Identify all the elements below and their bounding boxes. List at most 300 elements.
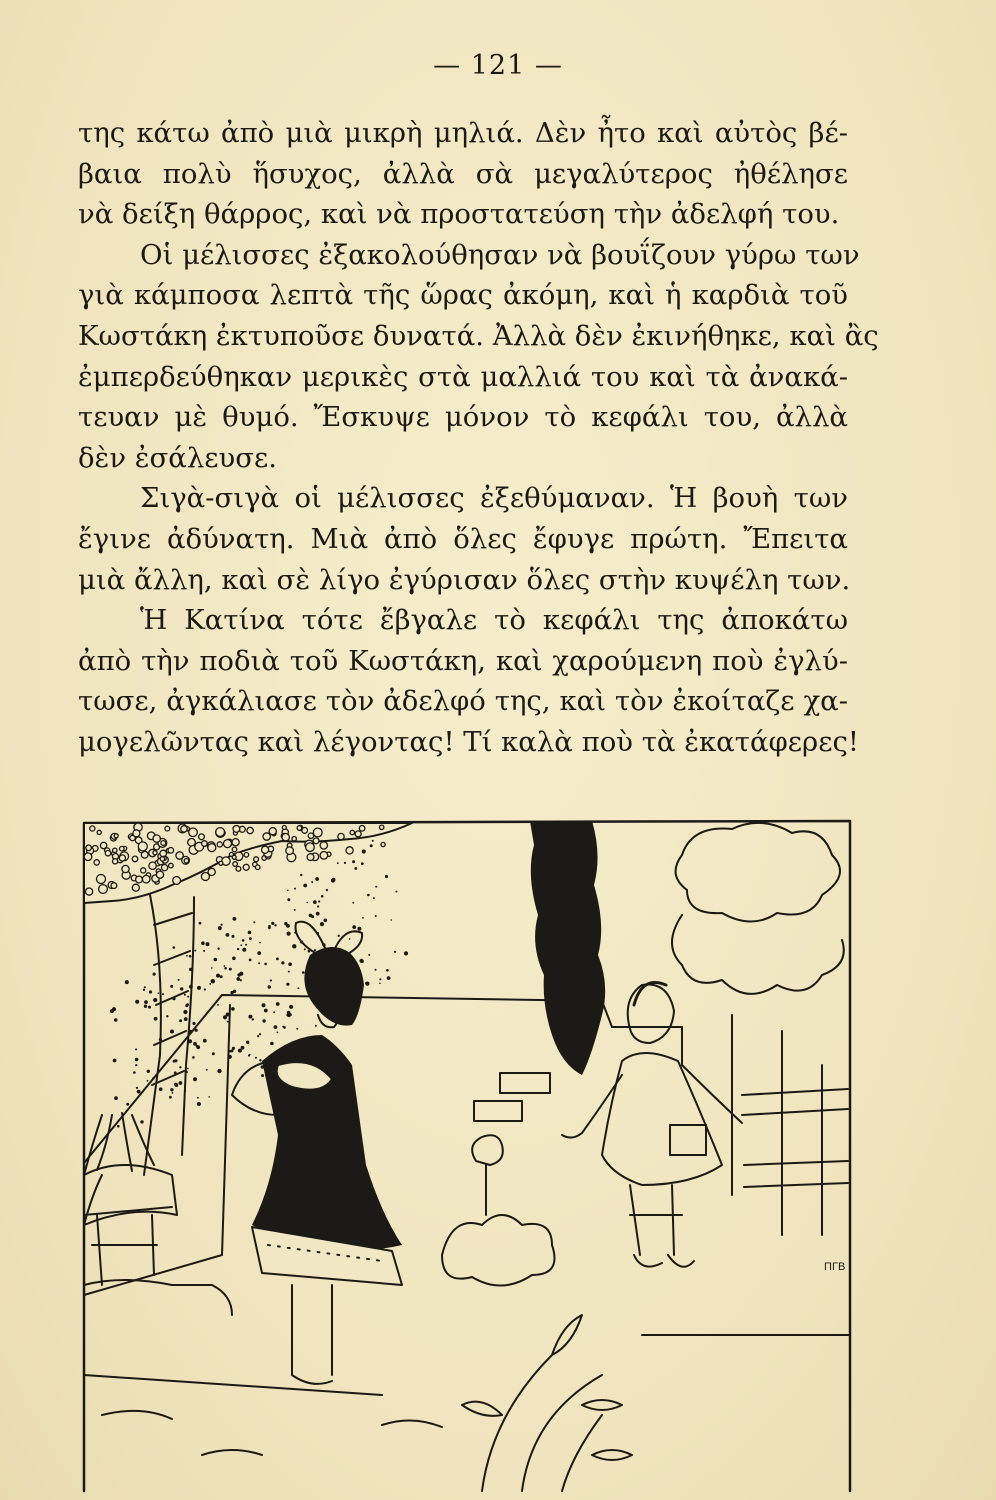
foliage-berry [181, 826, 187, 832]
bee-dot [179, 1066, 181, 1068]
bee-dot [255, 1057, 257, 1059]
bee-dot [144, 1000, 148, 1004]
foliage-berry [262, 846, 269, 853]
foliage-berry [201, 873, 209, 881]
foliage-berry [161, 841, 166, 846]
foliage-berry [282, 826, 286, 830]
bee-dot [137, 1090, 141, 1094]
bee-dot [249, 959, 252, 962]
bee-dot [246, 1041, 249, 1044]
foliage-berry [232, 839, 239, 846]
bee-dot [338, 935, 340, 937]
foliage-berry [94, 860, 99, 865]
bee-dot [287, 932, 291, 936]
bee-dot [286, 983, 289, 986]
cypress-tree [530, 821, 605, 1075]
bee-dot [178, 979, 180, 981]
bee-dot [229, 968, 232, 971]
bee-dot [297, 987, 299, 989]
foliage-berry [355, 831, 361, 837]
bee-dot [228, 1055, 232, 1059]
bee-dot [153, 973, 156, 976]
foliage-berry [320, 852, 328, 860]
bee-dot [221, 924, 223, 926]
bee-dot [237, 948, 239, 950]
bee-dot [233, 917, 237, 921]
text-line: ἀπὸ τὴν ποδιὰ τοῦ Κωστάκη, καὶ χαρούμενη ποὺ ἐγλύ- [78, 644, 848, 677]
foliage-berry [244, 853, 249, 858]
foliage-berry [380, 825, 384, 829]
bee-dot [173, 946, 176, 949]
bee-dot [170, 1088, 173, 1091]
foliage-berry [320, 842, 327, 849]
bee-dot [242, 948, 246, 952]
bee-dot [316, 912, 320, 916]
foliage-berry [156, 871, 163, 878]
foliage-berry [243, 864, 249, 870]
bee-dot [195, 1029, 198, 1032]
foliage-berry [236, 866, 241, 871]
foliage-berry [84, 853, 92, 861]
bee-dot [349, 938, 351, 940]
bee-dot [276, 958, 279, 961]
bee-dot [365, 982, 367, 984]
bee-dot [240, 979, 242, 981]
foliage-berry [313, 828, 322, 837]
bee-dot [257, 1035, 259, 1037]
bee-dot [248, 1015, 252, 1019]
foliage-berry [149, 862, 156, 869]
foliage-berry [142, 875, 150, 883]
bee-dot [357, 927, 361, 931]
bee-dot [193, 1077, 197, 1081]
bee-dot [135, 1000, 139, 1004]
bee-dot [188, 1030, 192, 1034]
foliage-berry [338, 833, 344, 839]
text-line: της κάτω ἀπὸ μιὰ μικρὴ μηλιά. Δὲν ἦτο καὶ αὐτὸς βέ- [78, 117, 848, 149]
bee-dot [270, 979, 272, 981]
bee-dot [379, 983, 381, 985]
text-line: γιὰ κάμποσα λεπτὰ τῆς ὥρας ἀκόμη, καὶ ἡ καρδιὰ τοῦ [78, 279, 848, 312]
text-line: Οἱ μέλισσες ἐξακολούθησαν νὰ βουΐζουν γύρω των [140, 238, 860, 271]
bee-dot [208, 1096, 210, 1098]
text-line: νὰ δείξη θάρρος, καὶ νὰ προστατεύση τὴν ἀδελφή του. [78, 198, 840, 231]
bee-dot [226, 933, 230, 937]
bee-dot [332, 878, 336, 882]
bee-dot [154, 1017, 158, 1021]
bee-dot [189, 985, 193, 989]
bee-dot [257, 951, 261, 955]
foliage-berry [169, 863, 174, 868]
bee-dot [264, 963, 267, 966]
bee-dot [372, 840, 374, 842]
bee-dot [373, 897, 375, 899]
foliage-berry [306, 843, 315, 852]
text-line: δὲν ἐσάλευσε. [78, 441, 278, 474]
foliage-berry [199, 834, 205, 840]
bee-dot [159, 1087, 163, 1091]
bee-dot [354, 867, 357, 870]
foliage-berry [138, 842, 147, 851]
bee-dot [277, 1032, 279, 1034]
bee-dot [144, 986, 146, 988]
bee-dot [259, 942, 261, 944]
bee-dot [189, 968, 192, 971]
foliage-berry [232, 855, 236, 859]
foliage-berry [141, 868, 146, 873]
bee-dot [192, 1056, 195, 1059]
foliage-berry [153, 851, 157, 855]
foliage-berry [255, 865, 260, 870]
bee-dot [362, 917, 364, 919]
bee-dot [203, 1039, 207, 1043]
bee-dot [197, 1097, 199, 1099]
bee-dot [233, 990, 236, 993]
bee-dot [259, 1033, 261, 1035]
bee-dot [148, 1006, 151, 1009]
bee-dot [169, 1096, 172, 1099]
bee-dot [179, 1019, 182, 1022]
bee-dot [196, 1045, 200, 1049]
bee-dot [375, 886, 377, 888]
text-line: Σιγὰ-σιγὰ οἱ μέλισσες ἐξεθύμαναν. Ἡ βουὴ των [140, 482, 848, 515]
foliage-berry [282, 834, 289, 841]
bee-dot [209, 983, 211, 985]
foliage-berry [184, 859, 188, 863]
text-line: μιὰ ἄλλη, καὶ σὲ λίγο ἐγύρισαν ὅλες στὴν κυψέλη των. [78, 563, 851, 596]
foliage-berry [219, 861, 223, 865]
bee-dot [309, 914, 313, 918]
bee-dot [370, 844, 373, 847]
bee-dot [188, 1039, 192, 1043]
text-line: Ἡ Κατίνα τότε ἔβγαλε τὸ κεφάλι της ἀποκάτω [140, 604, 848, 637]
foliage-berry [359, 826, 365, 832]
bee-dot [283, 1026, 286, 1029]
bee-dot [284, 922, 287, 925]
foliage-berry [216, 828, 225, 837]
bee-dot [303, 884, 307, 888]
bee-dot [203, 950, 205, 952]
ground [84, 1335, 850, 1395]
bee-dot [375, 915, 377, 917]
bee-dot [262, 1019, 265, 1022]
bee-dot [149, 990, 152, 993]
bee-dot [114, 1096, 118, 1100]
bee-dot [217, 948, 219, 950]
foliage-berry [136, 876, 143, 883]
foliage-berry [168, 848, 174, 854]
bee-dot [232, 935, 235, 938]
bee-dot [259, 1059, 261, 1061]
foliage-berry [132, 856, 138, 862]
tree-trunk [144, 895, 194, 1175]
bee-dot [199, 922, 202, 925]
bee-dot [396, 891, 398, 893]
foliage-berry [307, 854, 314, 861]
illustrator-signature: ΠΓΒ [824, 1261, 846, 1273]
foliage-berry [173, 877, 181, 885]
bee-dot [294, 888, 296, 890]
text-line: βαια πολὺ ἥσυχος, ἀλλὰ σὰ μεγαλύτερος ἠθέλησε [78, 157, 848, 190]
bee-dot [133, 1071, 136, 1074]
foliage-berry [86, 845, 92, 851]
bee-dot [204, 988, 206, 990]
foreground-plant [462, 1315, 632, 1491]
text-line: τωσε, ἀγκάλιασε τὸν ἀδελφό της, καὶ τὸν ἐκοίταζε χα- [78, 685, 848, 718]
bee-dot [248, 931, 252, 935]
bee-dot [317, 905, 319, 907]
bee-dot [258, 962, 260, 964]
bee-dot [224, 965, 226, 967]
bee-dot [236, 977, 240, 981]
bee-dot [184, 1017, 188, 1021]
bee-dot [189, 955, 192, 958]
bee-dot [281, 961, 284, 964]
bee-dot [289, 1005, 293, 1009]
bee-dot [174, 1059, 177, 1062]
bee-dot [184, 994, 186, 996]
bee-dot [252, 1018, 254, 1020]
bee-dot [287, 898, 290, 901]
girl-katina [232, 922, 402, 1384]
bee-dot [288, 962, 292, 966]
foliage-berry [132, 884, 139, 891]
bee-dot [362, 849, 366, 853]
bee-dot [172, 1092, 174, 1094]
bee-dot [296, 1028, 298, 1030]
bee-dot [387, 976, 391, 980]
bee-dot [152, 1077, 154, 1079]
bee-dot [231, 1007, 235, 1011]
bee-dot [211, 967, 213, 969]
bee-dot [313, 900, 317, 904]
bee-dot [179, 1081, 183, 1085]
bee-dot [394, 951, 396, 953]
bee-dot [192, 1022, 195, 1025]
flower-bush [442, 1135, 555, 1285]
bee-dot [201, 941, 205, 945]
bee-dot [180, 987, 183, 990]
foliage-berry [232, 847, 237, 852]
bee-dot [238, 1049, 242, 1053]
foliage-berry [120, 846, 125, 851]
bee-dot [197, 1102, 201, 1106]
foliage-berry [153, 835, 160, 842]
foliage-berry [86, 888, 93, 895]
bee-dot [147, 1070, 150, 1073]
foliage-berry [99, 885, 108, 894]
bee-dot [368, 954, 370, 956]
bee-dot [232, 957, 236, 961]
foliage-berry [162, 865, 168, 871]
bee-dot [158, 992, 160, 994]
bee-dot [227, 1021, 229, 1023]
bee-dot [185, 1071, 188, 1074]
bee-dot [217, 1069, 221, 1073]
foliage-berry [381, 842, 385, 846]
bee-dot [186, 1003, 189, 1006]
foliage-berry [114, 834, 118, 838]
foliage-berry [286, 847, 294, 855]
bee-dot [375, 969, 377, 971]
foliage-berry [165, 826, 170, 831]
foliage-berry [111, 883, 117, 889]
foliage-berry [217, 842, 222, 847]
bee-dot [288, 971, 290, 973]
bee-dot [206, 942, 210, 946]
bee-dot [242, 939, 245, 942]
foliage-berry [160, 857, 164, 861]
bee-dot [144, 1005, 147, 1008]
bee-dot [361, 960, 364, 963]
text-line: μογελῶντας καὶ λέγοντας! Τί καλὰ ποὺ τὰ ἐκατάφερες! [78, 725, 859, 758]
bee-dot [287, 890, 289, 892]
bee-dot [240, 944, 242, 946]
foliage-berry [113, 848, 117, 852]
bee-dot [143, 989, 145, 991]
foliage-berry [292, 837, 296, 841]
foliage-berry [122, 865, 129, 872]
bee-dot [249, 1054, 251, 1056]
bee-dot [223, 1015, 227, 1019]
foliage-berry [233, 862, 238, 867]
foliage-berry [263, 833, 270, 840]
bee-dot [352, 902, 354, 904]
bee-dot [245, 944, 247, 946]
foliage-berry [254, 857, 259, 862]
bee-dot [217, 1004, 219, 1006]
text-line: ἐμπερδεύθηκαν μερικὲς στὰ μαλλιά του καὶ τὰ ἀνακά- [78, 360, 848, 393]
bee-dot [385, 875, 388, 878]
foliage-berry [350, 830, 354, 834]
clouds [672, 823, 844, 994]
bee-dot [216, 974, 220, 978]
bee-dot [274, 1025, 278, 1029]
bee-dot [187, 996, 189, 998]
foliage-berry [119, 855, 125, 861]
bee-dot [224, 967, 227, 970]
garden-gate [732, 1015, 848, 1235]
bee-dot [367, 894, 370, 897]
foliage-berry [297, 826, 302, 831]
bee-dot [390, 919, 392, 921]
bee-dot [314, 949, 316, 951]
bee-dot [344, 862, 346, 864]
foliage-berry [247, 827, 253, 833]
bee-dot [218, 926, 222, 930]
bee-dot [315, 1025, 317, 1027]
bee-dot [352, 860, 355, 863]
bee-dot [302, 971, 305, 974]
bee-dot [170, 1030, 174, 1034]
bee-dot [229, 1050, 232, 1053]
foliage-berry [269, 828, 276, 835]
bee-dot [306, 902, 308, 904]
bee-dot [274, 924, 276, 926]
bee-dot [153, 998, 157, 1002]
bee-dot [170, 985, 173, 988]
bee-dot [135, 1058, 139, 1062]
bee-dot [117, 1125, 120, 1128]
bee-dot [261, 1074, 264, 1077]
bee-dot [321, 895, 324, 898]
text-line: Κωστάκη ἐκτυποῦσε δυνατά. Ἀλλὰ δὲν ἐκινήθηκε, καὶ ἂς [78, 319, 879, 352]
foliage-berry [97, 875, 106, 884]
bee-dot [253, 921, 255, 923]
foliage-berry [202, 841, 208, 847]
bee-dot [166, 1015, 168, 1017]
foliage-berry [308, 833, 313, 838]
foliage-berry [346, 847, 353, 854]
bee-dot [264, 1009, 268, 1013]
bee-dot [318, 900, 320, 902]
bee-dot [286, 1014, 288, 1016]
bee-dot [186, 955, 188, 957]
bee-dot [214, 958, 218, 962]
bee-dot [211, 979, 215, 983]
bee-dot [287, 1011, 291, 1015]
bee-dot [184, 1090, 186, 1092]
bee-dot [136, 1087, 138, 1089]
bee-dot [125, 980, 129, 984]
bee-dot [147, 1080, 149, 1082]
bee-dot [270, 1042, 274, 1046]
bee-dot [268, 985, 271, 988]
bee-dot [379, 978, 381, 980]
bee-dot [249, 937, 252, 940]
bee-dot [174, 1073, 176, 1075]
bee-dot [197, 986, 201, 990]
bee-dot [315, 877, 319, 881]
frame-border [84, 821, 850, 1491]
bee-dot [187, 1068, 189, 1070]
bee-dot [126, 1103, 129, 1106]
bee-dot [276, 1002, 280, 1006]
bee-dot [175, 1084, 178, 1087]
page-number: — 121 — [433, 50, 563, 81]
foliage-berry [105, 851, 110, 856]
bee-dot [337, 862, 339, 864]
bee-dot [135, 1048, 137, 1050]
bee-dot [162, 993, 164, 995]
bee-dot [194, 950, 196, 952]
bee-dot [114, 1018, 118, 1022]
foliage-berry [208, 844, 216, 852]
bee-dot [212, 1052, 215, 1055]
bee-dot [172, 997, 175, 1000]
bee-dot [300, 874, 302, 876]
foliage-berry [224, 840, 232, 848]
bee-dot [320, 922, 324, 926]
foliage-berry [90, 826, 95, 831]
bee-dot [386, 969, 389, 972]
path-stones [102, 1411, 442, 1455]
bee-dot [311, 881, 313, 883]
bee-dot [404, 951, 408, 955]
bee-dot [294, 909, 296, 911]
foliage-berry [113, 859, 118, 864]
bee-dot [361, 862, 364, 865]
foliage-berry [233, 826, 240, 833]
bee-dot [292, 944, 296, 948]
bee-dot [135, 1064, 137, 1066]
foliage-berry [133, 830, 140, 837]
bee-dot [262, 1003, 266, 1007]
bee-dot [326, 889, 328, 891]
bee-dot [159, 1038, 162, 1041]
bee-dot [324, 919, 328, 923]
bee-dot [113, 1059, 117, 1063]
